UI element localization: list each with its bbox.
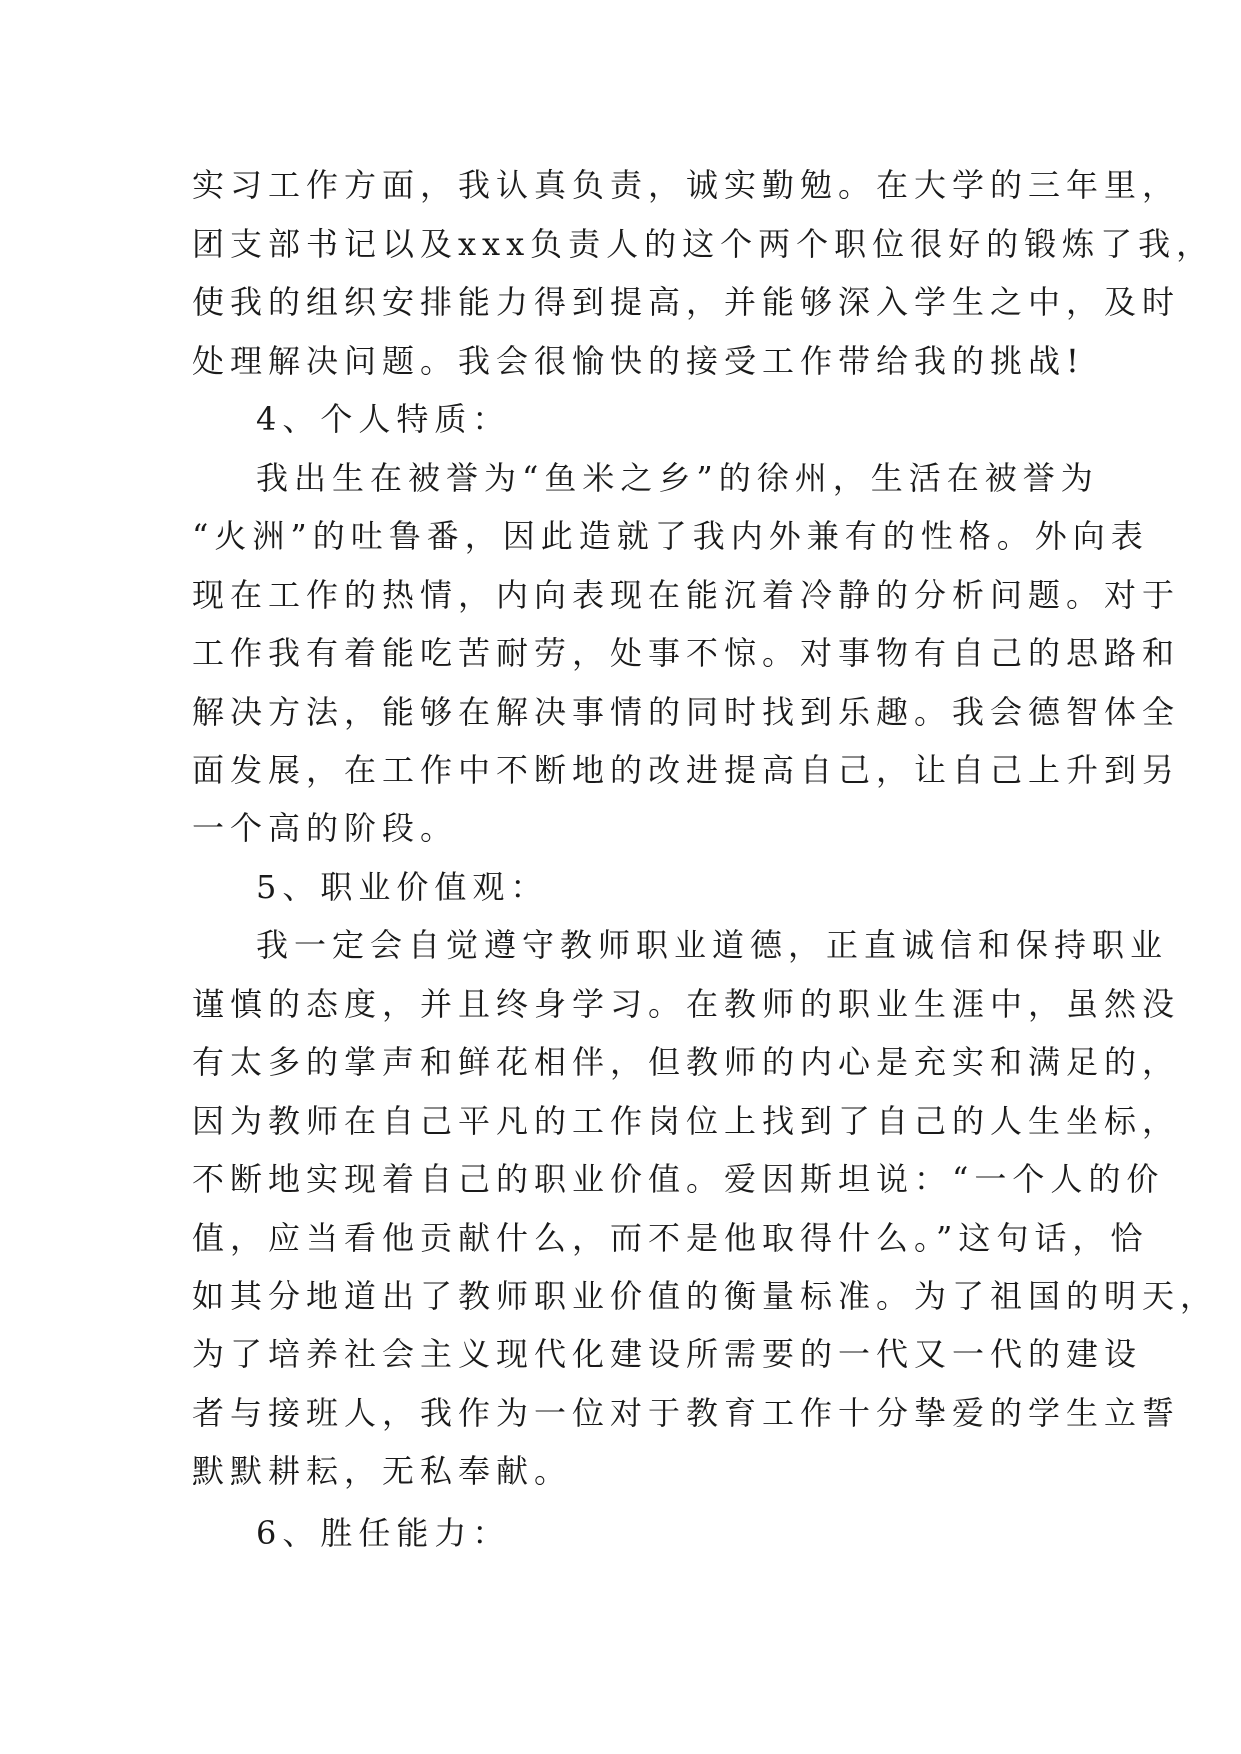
body-line: 如其分地道出了教师职业价值的衡量标准。为了祖国的明天， (192, 1277, 1219, 1315)
body-line: 我出生在被誉为“鱼米之乡”的徐州，生活在被誉为 (256, 459, 1099, 497)
body-line: 处理解决问题。我会很愉快的接受工作带给我的挑战! (192, 342, 1085, 380)
body-line: 现在工作的热情，内向表现在能沉着冷静的分析问题。对于 (192, 576, 1181, 614)
section-heading: 5、职业价值观： (256, 868, 549, 906)
body-line: 我一定会自觉遵守教师职业道德，正直诚信和保持职业 (256, 926, 1169, 964)
body-line: 谨慎的态度，并且终身学习。在教师的职业生涯中，虽然没 (192, 985, 1181, 1023)
section-heading: 6、胜任能力： (256, 1514, 511, 1552)
section-heading: 4、个人特质： (256, 400, 511, 438)
body-line: 因为教师在自己平凡的工作岗位上找到了自己的人生坐标， (192, 1102, 1181, 1140)
body-line: 为了培养社会主义现代化建设所需要的一代又一代的建设 (192, 1335, 1143, 1373)
body-line: 不断地实现着自己的职业价值。爱因斯坦说：“一个人的价 (192, 1160, 1165, 1198)
body-line: 面发展，在工作中不断地的改进提高自己，让自己上升到另 (192, 751, 1181, 789)
body-line: 团支部书记以及xxx负责人的这个两个职位很好的锻炼了我， (192, 225, 1215, 263)
body-line: 默默耕耘，无私奉献。 (192, 1452, 573, 1490)
body-line: 者与接班人，我作为一位对于教育工作十分挚爱的学生立誓 (192, 1394, 1181, 1432)
body-line: 一个高的阶段。 (192, 809, 459, 847)
body-line: 使我的组织安排能力得到提高，并能够深入学生之中，及时 (192, 283, 1181, 321)
body-line: 实习工作方面，我认真负责，诚实勤勉。在大学的三年里， (192, 166, 1181, 204)
body-line: 解决方法，能够在解决事情的同时找到乐趣。我会德智体全 (192, 693, 1181, 731)
body-line: 工作我有着能吃苦耐劳，处事不惊。对事物有自己的思路和 (192, 634, 1181, 672)
body-line: 有太多的掌声和鲜花相伴，但教师的内心是充实和满足的， (192, 1043, 1181, 1081)
body-line: 值，应当看他贡献什么，而不是他取得什么。”这句话，恰 (192, 1219, 1149, 1257)
body-line: “火洲”的吐鲁番，因此造就了我内外兼有的性格。外向表 (192, 517, 1149, 555)
